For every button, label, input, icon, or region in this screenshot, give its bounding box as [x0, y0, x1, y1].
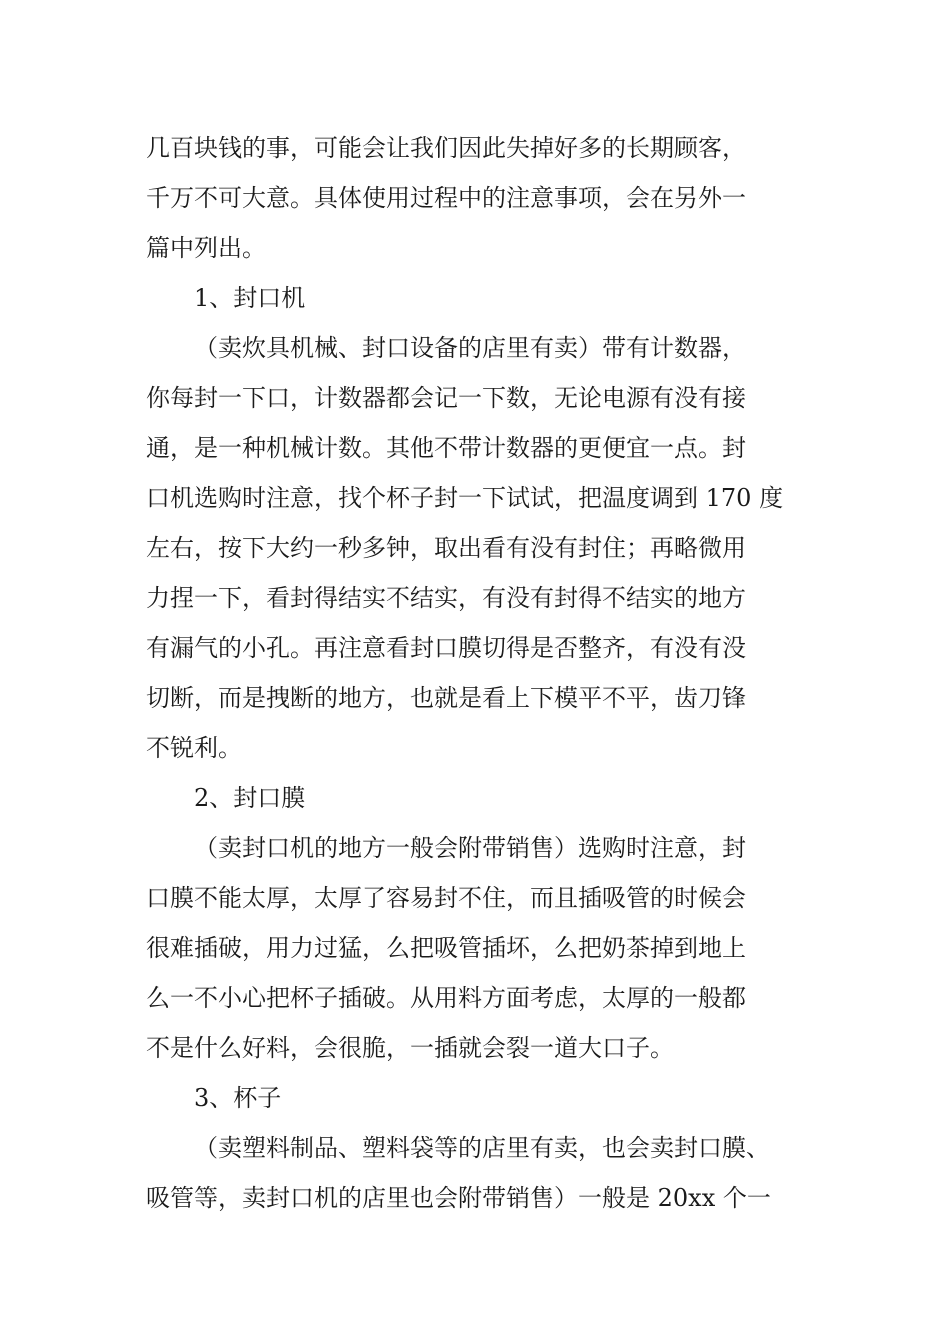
heading-text: 2、封口膜 [194, 784, 306, 812]
section-heading-3 [146, 1073, 826, 1123]
text-line: （卖炊具机械、封口设备的店里有卖）带有计数器， [194, 334, 746, 362]
text-line: （卖塑料制品、塑料袋等的店里有卖，也会卖封口膜、 [194, 1134, 770, 1162]
text-line: 力捏一下，看封得结实不结实，有没有封得不结实的地方 [146, 584, 746, 612]
text-line: 口膜不能太厚，太厚了容易封不住，而且插吸管的时候会 [146, 884, 746, 912]
paragraph-continuation [146, 123, 826, 273]
text-line: （卖封口机的地方一般会附带销售）选购时注意，封 [194, 834, 746, 862]
text-line: 你每封一下口，计数器都会记一下数，无论电源有没有接 [146, 384, 746, 412]
text-line: 千万不可大意。具体使用过程中的注意事项，会在另外一 [146, 184, 746, 212]
document-page [146, 123, 826, 1223]
heading-text: 3、杯子 [194, 1084, 282, 1112]
text-line: 左右，按下大约一秒多钟，取出看有没有封住；再略微用 [146, 534, 746, 562]
text-line: 有漏气的小孔。再注意看封口膜切得是否整齐，有没有没 [146, 634, 746, 662]
text-line: 不锐利。 [146, 734, 242, 762]
text-line: 口机选购时注意，找个杯子封一下试试，把温度调到 170 度 [146, 484, 784, 512]
text-line: 切断，而是拽断的地方，也就是看上下模平不平，齿刀锋 [146, 684, 746, 712]
paragraph-sealing-film [146, 823, 826, 1073]
heading-text: 1、封口机 [194, 284, 306, 312]
section-heading-1 [146, 273, 826, 323]
text-line: 篇中列出。 [146, 234, 266, 262]
text-line: 几百块钱的事，可能会让我们因此失掉好多的长期顾客， [146, 134, 746, 162]
text-line: 很难插破，用力过猛，么把吸管插坏，么把奶茶掉到地上 [146, 934, 746, 962]
text-line: 吸管等，卖封口机的店里也会附带销售）一般是 20xx 个一 [146, 1184, 771, 1212]
text-line: 不是什么好料，会很脆，一插就会裂一道大口子。 [146, 1034, 674, 1062]
section-heading-2 [146, 773, 826, 823]
paragraph-sealer [146, 323, 826, 773]
text-line: 么一不小心把杯子插破。从用料方面考虑，太厚的一般都 [146, 984, 746, 1012]
text-line: 通，是一种机械计数。其他不带计数器的更便宜一点。封 [146, 434, 746, 462]
paragraph-cups [146, 1123, 826, 1223]
